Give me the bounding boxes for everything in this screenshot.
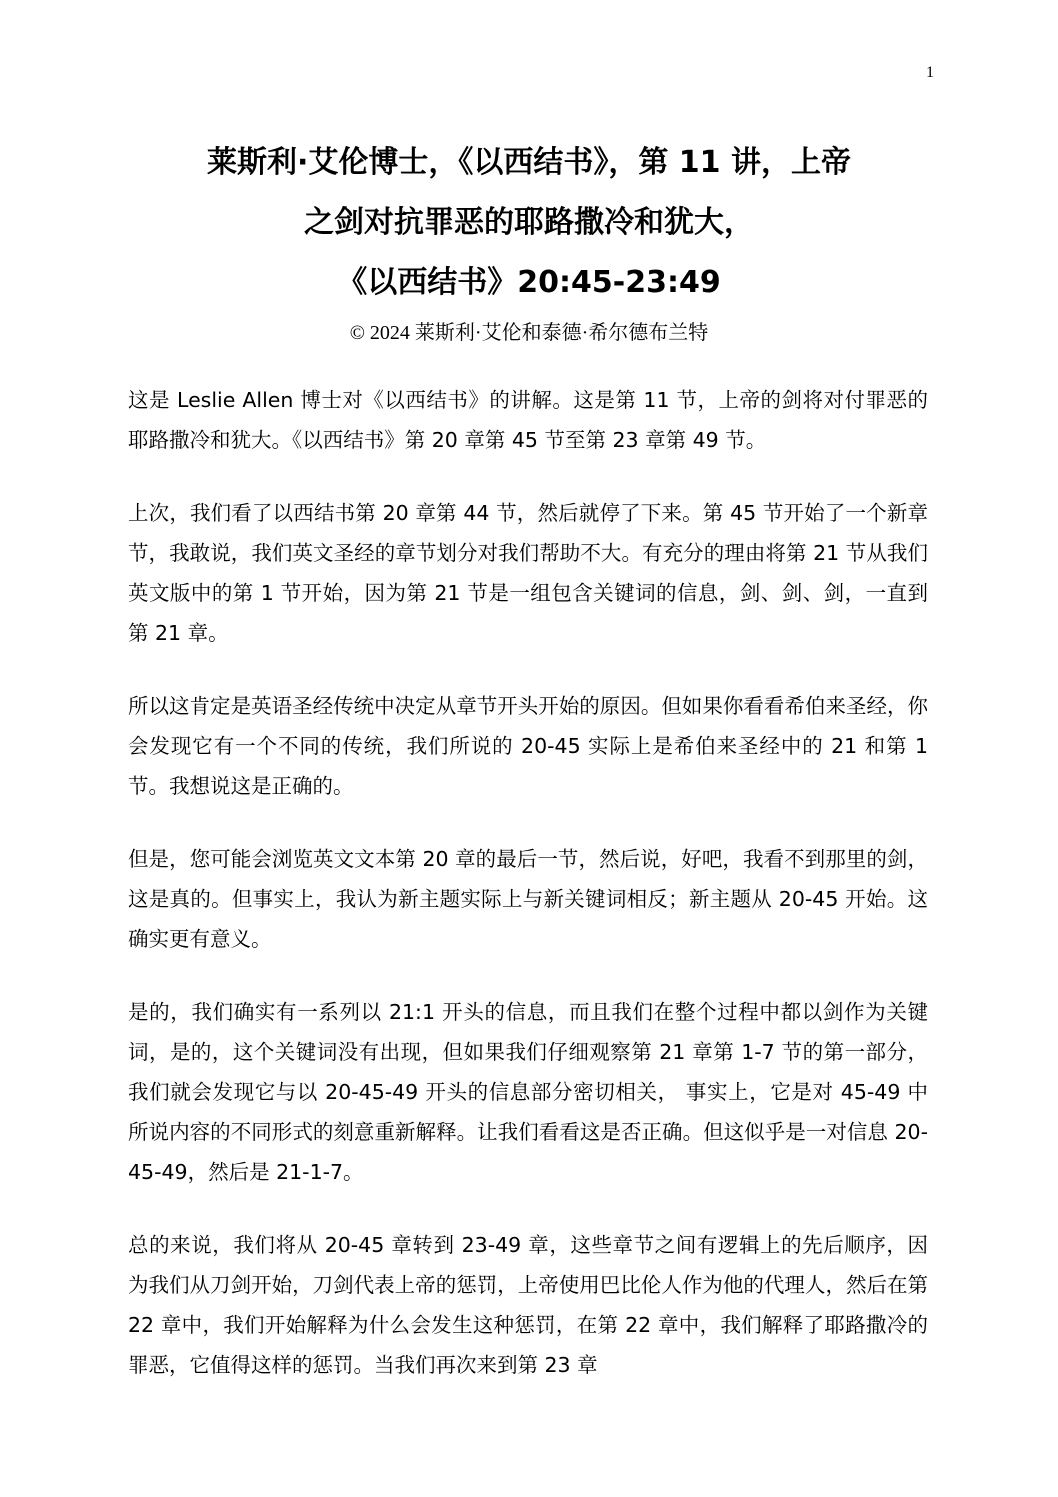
document-body [128, 380, 928, 1418]
title-line-1: 莱斯利·艾伦博士，《以西结书》，第 11 讲，上帝 [206, 145, 852, 180]
title-line-2: 之剑对抗罪恶的耶路撒冷和犹大， [304, 205, 754, 240]
paragraph: 是的，我们确实有一系列以 21:1 开头的信息，而且我们在整个过程中都以剑作为关键词，是的，这个关键词没有出现，但如果我们仔细观察第 21 章第 1-7 节的第一部分，我们就会发现它与以 20-45-49 开头的信息部分密切相关， 事实上，它是对 45-49 中所说内容的不同形式的刻意重新解释。让我们看看这是否正确。但这似乎是一对信息 20-45-49，然后是 21-1-7。 [128, 1000, 928, 1184]
paragraph: 这是 Leslie Allen 博士对《以西结书》的讲解。这是第 11 节，上帝的剑将对付罪恶的耶路撒冷和犹大。《以西结书》第 20 章第 45 节至第 23 章第 49 节。 [128, 388, 928, 452]
page-number: 1 [926, 64, 934, 81]
copyright-notice: © 2024 莱斯利·艾伦和泰德·希尔德布兰特 [349, 322, 709, 344]
paragraph: 所以这肯定是英语圣经传统中决定从章节开头开始的原因。但如果你看看希伯来圣经，你会发现它有一个不同的传统，我们所说的 20-45 实际上是希伯来圣经中的 21 和第 1 节。我想说这是正确的。 [128, 694, 928, 798]
paragraph: 但是，您可能会浏览英文文本第 20 章的最后一节，然后说，好吧，我看不到那里的剑，这是真的。但事实上，我认为新主题实际上与新关键词相反；新主题从 20-45 开始。这确实更有意义。 [128, 847, 928, 951]
paragraph: 上次，我们看了以西结书第 20 章第 44 节，然后就停了下来。第 45 节开始了一个新章节，我敢说，我们英文圣经的章节划分对我们帮助不大。有充分的理由将第 21 节从我们英文版中的第 1 节开始，因为第 21 节是一组包含关键词的信息，剑、剑、剑，一直到第 21 章。 [128, 501, 928, 645]
page-title [100, 133, 958, 313]
title-line-3: 《以西结书》20:45-23:49 [337, 265, 721, 300]
paragraph: 总的来说，我们将从 20-45 章转到 23-49 章，这些章节之间有逻辑上的先后顺序，因为我们从刀剑开始，刀剑代表上帝的惩罚，上帝使用巴比伦人作为他的代理人，然后在第 22 章中，我们开始解释为什么会发生这种惩罚，在第 22 章中，我们解释了耶路撒冷的罪恶，它值得这样的惩罚。当我们再次来到第 23 章 [128, 1233, 928, 1377]
